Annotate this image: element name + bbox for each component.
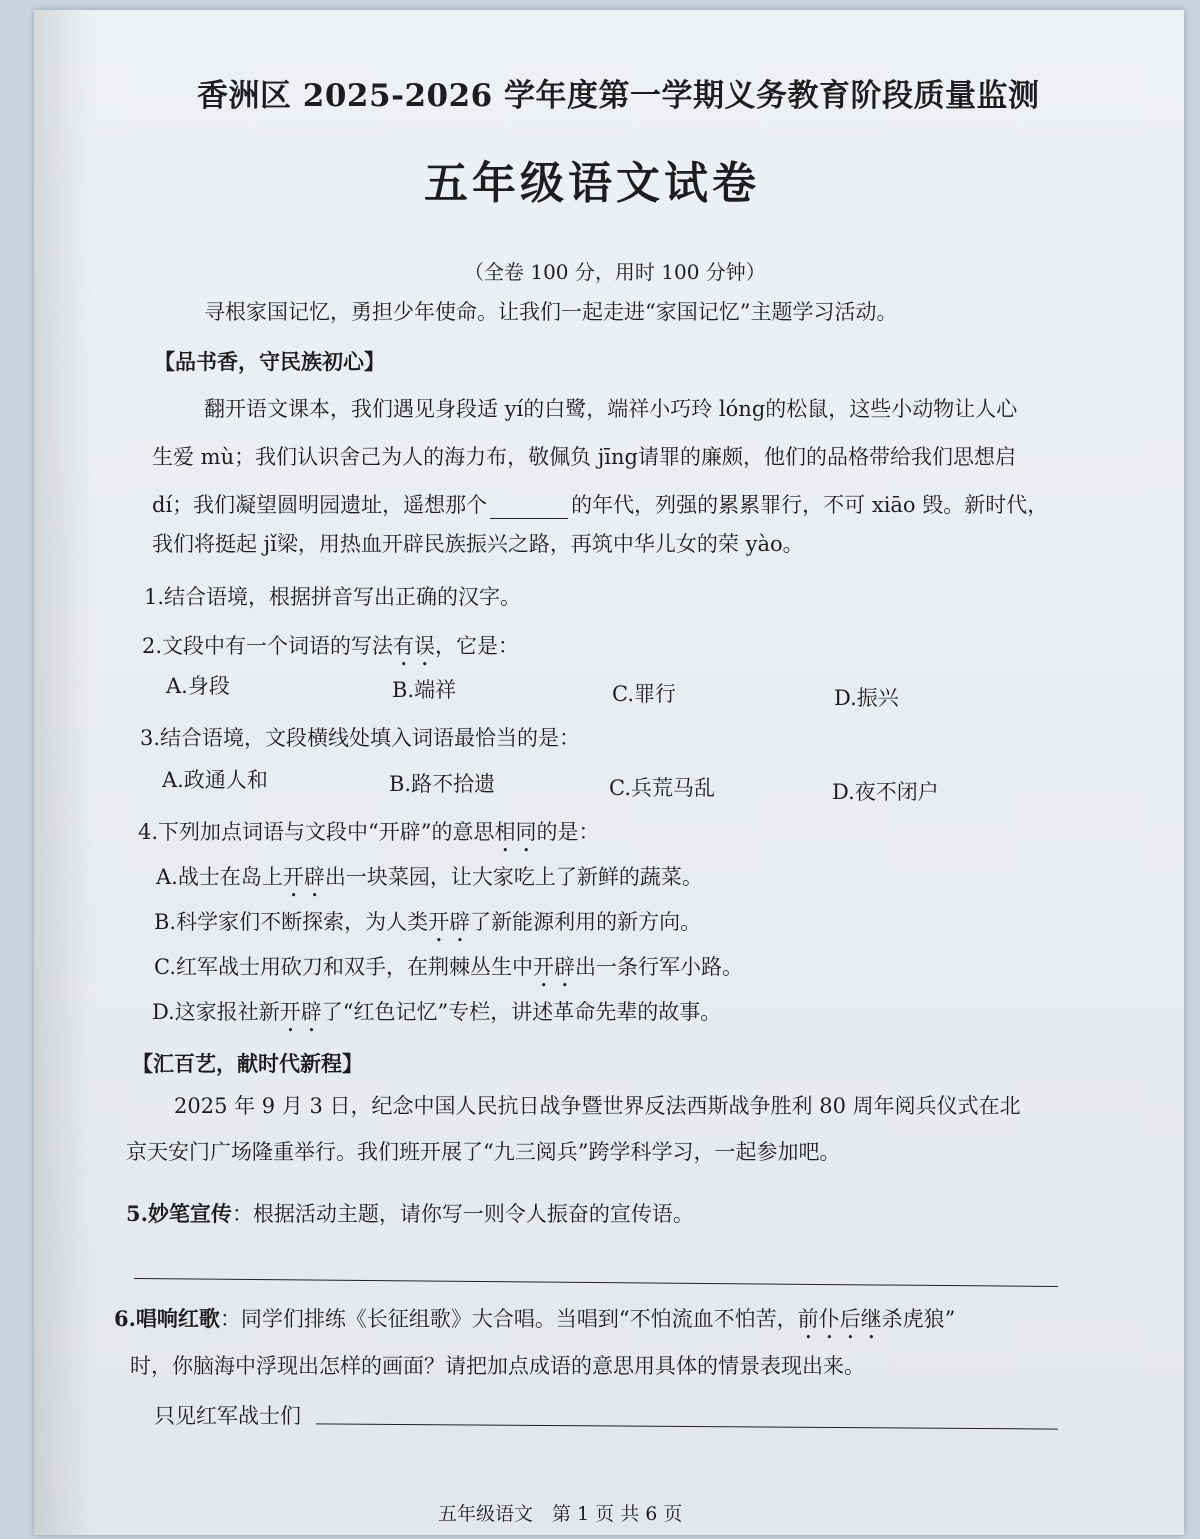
question-5 <box>126 1200 694 1228</box>
q4-d-text: D.这家报社新 <box>152 1000 280 1024</box>
page-footer: 五年级语文 第 1 页 共 6 页 <box>438 1503 683 1525</box>
section1-heading: 【品书香，守民族初心】 <box>154 349 385 374</box>
question-2-emphasis: 有误 <box>393 634 436 658</box>
question-4 <box>138 818 600 857</box>
passage2-line-2: 京天安门广场隆重举行。我们班开展了“九三阅兵”跨学科学习，一起参加吧。 <box>126 1140 841 1164</box>
q3-option-b[interactable]: B.路不拾遗 <box>389 772 496 796</box>
q3-option-a[interactable]: A.政通人和 <box>162 768 268 792</box>
question-3: 3.结合语境，文段横线处填入词语最恰当的是： <box>140 726 581 750</box>
question-6-emphasis: 前仆后继 <box>797 1307 882 1331</box>
q4-b-text: B.科学家们不断探索，为人类 <box>154 910 429 934</box>
q4-option-b[interactable] <box>154 908 701 947</box>
question-6-prompt: 只见红军战士们 <box>154 1404 301 1428</box>
q4-c-text: C.红军战士用砍刀和双手，在荆棘丛生中 <box>154 955 533 979</box>
question-6-text-end: 杀虎狼” <box>881 1307 956 1331</box>
question-1: 1.结合语境，根据拼音写出正确的汉字。 <box>144 585 522 609</box>
question-5-label: 5.妙笔宣传 <box>126 1201 232 1226</box>
q3-option-c[interactable]: C.兵荒马乱 <box>609 776 715 800</box>
intro-text: 寻根家国记忆，勇担少年使命。让我们一起走进“家国记忆”主题学习活动。 <box>204 300 898 324</box>
q4-c-text-end: 出一条行军小路。 <box>575 955 743 979</box>
q2-option-d[interactable]: D.振兴 <box>834 686 899 710</box>
q2-option-c[interactable]: C.罪行 <box>612 682 676 706</box>
question-6 <box>114 1305 955 1344</box>
passage-line-2: 生爱 mù；我们认识舍己为人的海力布，敬佩负 jīng请罪的廉颇，他们的品格带给我们思想启 <box>152 445 1016 469</box>
section2-heading: 【汇百艺，献时代新程】 <box>132 1051 363 1076</box>
exam-title-line1: 香洲区 2025-2026 学年度第一学期义务教育阶段质量监测 <box>197 78 1040 114</box>
q4-option-a[interactable] <box>156 863 703 902</box>
question-2 <box>142 632 519 671</box>
q2-option-b[interactable]: B.端祥 <box>392 678 457 702</box>
q3-option-d[interactable]: D.夜不闭户 <box>832 780 939 804</box>
question-6-line-2: 时，你脑海中浮现出怎样的画面？请把加点成语的意思用具体的情景表现出来。 <box>130 1354 865 1378</box>
q4-a-emphasis: 开辟 <box>282 865 325 889</box>
q4-a-text: A.战士在岛上 <box>156 865 283 889</box>
passage-line-4: 我们将挺起 jǐ梁，用热血开辟民族振兴之路，再筑中华儿女的荣 yào。 <box>152 532 804 556</box>
passage-line-3-end: 的年代，列强的累累罪行，不可 xiāo 毁。新时代， <box>571 493 1049 517</box>
question-4-text-end: 的是： <box>536 820 600 844</box>
question-2-text: 2.文段中有一个词语的写法 <box>142 634 394 658</box>
q2-option-a[interactable]: A.身段 <box>166 674 230 698</box>
page-shadow <box>34 10 94 1535</box>
q4-option-d[interactable] <box>152 998 721 1037</box>
q4-b-emphasis: 开辟 <box>428 910 471 934</box>
answer-line-q5[interactable] <box>134 1278 1058 1287</box>
passage-line-3 <box>152 491 1048 519</box>
question-6-text: ：同学们排练《长征组歌》大合唱。当唱到“不怕流血不怕苦， <box>219 1307 798 1331</box>
exam-info: （全卷 100 分，用时 100 分钟） <box>464 260 766 284</box>
question-5-text: ：根据活动主题，请你写一则令人振奋的宣传语。 <box>231 1202 694 1226</box>
passage-line-1: 翻开语文课本，我们遇见身段适 yí的白鹭，端祥小巧玲 lóng的松鼠，这些小动物让人心 <box>204 397 1018 421</box>
answer-line-q6[interactable] <box>316 1423 1058 1429</box>
q4-a-text-end: 出一块菜园，让大家吃上了新鲜的蔬菜。 <box>324 865 703 889</box>
q4-b-text-end: 了新能源利用的新方向。 <box>470 910 702 934</box>
passage-line-3-start: dí；我们凝望圆明园遗址，遥想那个 <box>152 493 488 517</box>
q4-d-text-end: 了“红色记忆”专栏，讲述革命先辈的故事。 <box>321 1000 722 1024</box>
question-4-text: 4.下列加点词语与文段中“开辟”的意思 <box>138 820 495 844</box>
question-2-text-end: ，它是： <box>435 634 520 658</box>
exam-title-line2: 五年级语文试卷 <box>424 158 760 209</box>
question-6-label: 6.唱响红歌 <box>114 1306 220 1331</box>
q4-c-emphasis: 开辟 <box>533 955 575 979</box>
passage2-line-1: 2025 年 9 月 3 日，纪念中国人民抗日战争暨世界反法西斯战争胜利 80 周年阅兵仪式在北 <box>174 1094 1021 1118</box>
q4-d-emphasis: 开辟 <box>279 1000 322 1024</box>
question-4-emphasis: 相同 <box>494 820 537 844</box>
q4-option-c[interactable] <box>154 953 743 992</box>
exam-paper-sheet <box>34 10 1184 1535</box>
fill-blank[interactable] <box>490 498 568 519</box>
